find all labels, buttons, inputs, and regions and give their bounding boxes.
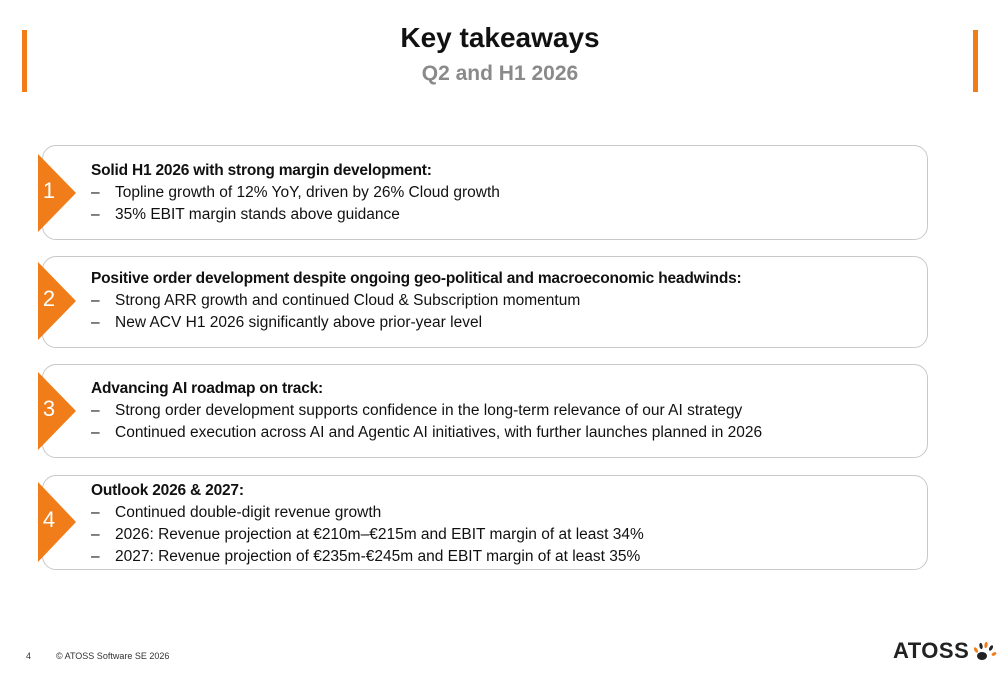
takeaway-number-4: 4 xyxy=(42,507,56,532)
bullet-dash: – xyxy=(91,206,100,223)
bullet-dash: – xyxy=(91,548,100,565)
number-chevron-3 xyxy=(38,372,76,450)
takeaway-number-2: 2 xyxy=(42,286,56,311)
bullet-text: 2027: Revenue projection of €235m-€245m and EBIT margin of at least 35% xyxy=(115,548,641,565)
page-subtitle: Q2 and H1 2026 xyxy=(421,62,579,85)
takeaway-bullet xyxy=(91,502,921,524)
takeaway-bullet xyxy=(91,204,921,226)
takeaway-bullet xyxy=(91,290,921,312)
bullet-text: Continued double-digit revenue growth xyxy=(115,504,382,521)
bullet-text: Continued execution across AI and Agentic AI initiatives, with further launches planned in 2026 xyxy=(115,424,763,441)
takeaway-content-1 xyxy=(91,160,921,226)
bullet-text: 2026: Revenue projection at €210m–€215m and EBIT margin of at least 34% xyxy=(115,526,644,543)
bullet-text: New ACV H1 2026 significantly above prior-year level xyxy=(115,314,483,331)
atoss-logo xyxy=(893,638,998,664)
bullet-dash: – xyxy=(91,526,100,543)
takeaway-heading-1: Solid H1 2026 with strong margin development: xyxy=(91,162,432,179)
bullet-dash: – xyxy=(91,424,100,441)
page-number: 4 xyxy=(26,651,32,661)
takeaway-heading-4: Outlook 2026 & 2027: xyxy=(91,482,244,499)
bullet-dash: – xyxy=(91,184,100,201)
takeaway-bullet xyxy=(91,422,921,444)
bullet-dash: – xyxy=(91,504,100,521)
bullet-text: Strong order development supports confidence in the long-term relevance of our AI strategy xyxy=(115,402,743,419)
number-chevron-4 xyxy=(38,482,76,562)
takeaway-number-3: 3 xyxy=(42,396,56,421)
takeaway-content-3 xyxy=(91,378,921,444)
bullet-dash: – xyxy=(91,314,100,331)
hand-icon xyxy=(972,639,998,663)
bullet-dash: – xyxy=(91,402,100,419)
number-chevron-2 xyxy=(38,262,76,340)
bullet-text: Topline growth of 12% YoY, driven by 26% Cloud growth xyxy=(115,184,500,201)
bullet-text: Strong ARR growth and continued Cloud & Subscription momentum xyxy=(115,292,581,309)
takeaway-bullet xyxy=(91,312,921,334)
logo-text: ATOSS xyxy=(893,638,970,663)
number-chevron-1 xyxy=(38,154,76,232)
copyright-notice: © ATOSS Software SE 2026 xyxy=(56,651,170,661)
takeaway-heading-2: Positive order development despite ongoing geo-political and macroeconomic headwinds: xyxy=(91,270,742,287)
takeaway-number-1: 1 xyxy=(42,178,56,203)
takeaway-content-4 xyxy=(91,480,921,568)
bullet-text: 35% EBIT margin stands above guidance xyxy=(115,206,400,223)
takeaway-bullet xyxy=(91,546,921,568)
takeaway-bullet xyxy=(91,400,921,422)
page-title: Key takeaways xyxy=(400,22,600,53)
takeaway-heading-3: Advancing AI roadmap on track: xyxy=(91,380,323,397)
takeaway-bullet xyxy=(91,524,921,546)
bullet-dash: – xyxy=(91,292,100,309)
takeaway-bullet xyxy=(91,182,921,204)
takeaway-content-2 xyxy=(91,268,921,334)
